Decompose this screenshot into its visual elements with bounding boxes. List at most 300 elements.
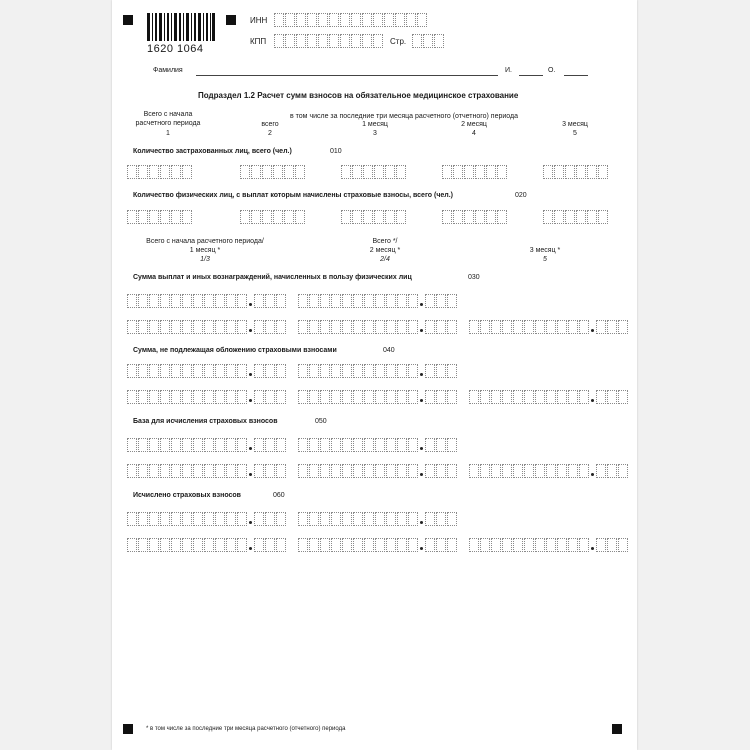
row-040-col3-line2-field[interactable]: [469, 390, 629, 404]
input-cell: [171, 210, 181, 224]
input-cell: [160, 390, 170, 404]
input-cell: [408, 464, 418, 478]
input-cell: [364, 538, 374, 552]
input-cell: [182, 390, 192, 404]
input-cell: [453, 165, 463, 179]
input-cell: [193, 294, 203, 308]
input-cell: [138, 165, 148, 179]
row-020-col4-field[interactable]: [442, 210, 508, 224]
input-cell: [579, 538, 589, 552]
input-cell: [447, 320, 457, 334]
input-cell: [353, 364, 363, 378]
input-cell: [318, 34, 328, 48]
row-030-col2-line1-field[interactable]: [298, 294, 458, 308]
input-cell: [204, 538, 214, 552]
input-cell: [386, 364, 396, 378]
input-cell: [374, 210, 384, 224]
input-cell: [408, 390, 418, 404]
input-cell: [557, 538, 567, 552]
input-cell: [618, 464, 628, 478]
input-cell: [265, 538, 275, 552]
input-cell: [425, 438, 435, 452]
input-cell: [397, 364, 407, 378]
input-cell: [607, 390, 617, 404]
input-cell: [240, 210, 250, 224]
input-cell: [182, 165, 192, 179]
input-cell: [502, 320, 512, 334]
decimal-point: [590, 538, 596, 552]
input-cell: [587, 210, 597, 224]
input-cell: [285, 34, 295, 48]
input-cell: [364, 512, 374, 526]
row-010-col5-field[interactable]: [543, 165, 609, 179]
input-cell: [331, 294, 341, 308]
row-040-col2-line1-field[interactable]: [298, 364, 458, 378]
row-040-col1-line2-field[interactable]: [127, 390, 287, 404]
input-cell: [285, 13, 295, 27]
input-cell: [408, 538, 418, 552]
decimal-point: [248, 320, 254, 334]
input-cell: [587, 165, 597, 179]
input-cell: [340, 13, 350, 27]
row-030-col1-line1-field[interactable]: [127, 294, 287, 308]
kpp-field[interactable]: [274, 34, 384, 48]
input-cell: [579, 390, 589, 404]
input-cell: [342, 364, 352, 378]
input-cell: [565, 165, 575, 179]
input-cell: [298, 294, 308, 308]
input-cell: [447, 364, 457, 378]
col-number-2: 2: [268, 130, 272, 137]
input-cell: [364, 364, 374, 378]
input-cell: [351, 13, 361, 27]
row-030-col3-line2-field[interactable]: [469, 320, 629, 334]
input-cell: [480, 538, 490, 552]
input-cell: [546, 538, 556, 552]
barcode-number: 1620 1064: [147, 43, 204, 55]
input-cell: [273, 165, 283, 179]
input-cell: [138, 210, 148, 224]
input-cell: [386, 538, 396, 552]
input-cell: [546, 390, 556, 404]
input-cell: [138, 390, 148, 404]
decimal-point: [419, 390, 425, 404]
input-cell: [513, 464, 523, 478]
input-cell: [351, 34, 361, 48]
input-cell: [215, 390, 225, 404]
input-cell: [127, 390, 137, 404]
input-cell: [320, 512, 330, 526]
input-cell: [352, 210, 362, 224]
page-number-field[interactable]: [412, 34, 445, 48]
input-cell: [160, 364, 170, 378]
input-cell: [182, 538, 192, 552]
input-cell: [307, 13, 317, 27]
input-cell: [364, 438, 374, 452]
input-cell: [182, 294, 192, 308]
input-cell: [251, 165, 261, 179]
input-cell: [568, 390, 578, 404]
col-number-3: 3: [373, 130, 377, 137]
input-cell: [353, 538, 363, 552]
name-initial-label: И.: [505, 67, 512, 74]
input-cell: [524, 464, 534, 478]
input-cell: [298, 320, 308, 334]
input-cell: [568, 538, 578, 552]
row-050-col2-line1-field[interactable]: [298, 438, 458, 452]
decimal-point: [248, 390, 254, 404]
col-number-4: 4: [472, 130, 476, 137]
input-cell: [204, 438, 214, 452]
input-cell: [469, 390, 479, 404]
input-cell: [320, 294, 330, 308]
input-cell: [341, 165, 351, 179]
decimal-point: [590, 464, 596, 478]
input-cell: [596, 464, 606, 478]
input-cell: [480, 320, 490, 334]
input-cell: [215, 464, 225, 478]
input-cell: [524, 320, 534, 334]
input-cell: [502, 390, 512, 404]
input-cell: [149, 438, 159, 452]
input-cell: [127, 464, 137, 478]
input-cell: [607, 464, 617, 478]
input-cell: [502, 538, 512, 552]
input-cell: [331, 512, 341, 526]
input-cell: [374, 165, 384, 179]
input-cell: [262, 165, 272, 179]
decimal-point: [419, 294, 425, 308]
input-cell: [364, 464, 374, 478]
row-040-col2-line2-field[interactable]: [298, 390, 458, 404]
input-cell: [425, 538, 435, 552]
input-cell: [375, 512, 385, 526]
col2-header-2-number: 2/4: [380, 256, 390, 263]
input-cell: [265, 364, 275, 378]
input-cell: [171, 390, 181, 404]
three-months-caption: в том числе за последние три месяца расчетного (отчетного) периода: [290, 113, 519, 120]
input-cell: [226, 390, 236, 404]
input-cell: [364, 294, 374, 308]
input-cell: [342, 512, 352, 526]
input-cell: [296, 34, 306, 48]
section-title: Подраздел 1.2 Расчет сумм взносов на обязательное медицинское страхование: [198, 91, 519, 100]
input-cell: [364, 390, 374, 404]
input-cell: [237, 438, 247, 452]
input-cell: [554, 165, 564, 179]
input-cell: [265, 320, 275, 334]
col-month-3: 3 месяц: [562, 121, 588, 128]
footnote: * в том числе за последние три месяца расчетного (отчетного) периода: [146, 726, 346, 732]
input-cell: [412, 34, 422, 48]
surname-label: Фамилия: [153, 67, 183, 74]
row-050-label: База для исчисления страховых взносов: [133, 418, 278, 425]
row-060-col2-line1-field[interactable]: [298, 512, 458, 526]
input-cell: [513, 390, 523, 404]
input-cell: [486, 165, 496, 179]
input-cell: [375, 364, 385, 378]
input-cell: [160, 210, 170, 224]
inn-field[interactable]: [274, 13, 428, 27]
input-cell: [352, 165, 362, 179]
input-cell: [491, 320, 501, 334]
decimal-point: [590, 320, 596, 334]
input-cell: [309, 538, 319, 552]
input-cell: [138, 464, 148, 478]
input-cell: [543, 165, 553, 179]
input-cell: [237, 320, 247, 334]
input-cell: [464, 210, 474, 224]
input-cell: [375, 320, 385, 334]
input-cell: [171, 320, 181, 334]
row-020-col3-field[interactable]: [341, 210, 407, 224]
input-cell: [284, 165, 294, 179]
col-total-from-start: Всего с начала расчетного периода: [135, 111, 201, 127]
input-cell: [193, 364, 203, 378]
input-cell: [453, 210, 463, 224]
row-020-col5-field[interactable]: [543, 210, 609, 224]
input-cell: [320, 464, 330, 478]
input-cell: [309, 512, 319, 526]
decimal-point: [419, 464, 425, 478]
input-cell: [375, 294, 385, 308]
input-cell: [331, 538, 341, 552]
row-030-col1-line2-field[interactable]: [127, 320, 287, 334]
input-cell: [265, 512, 275, 526]
input-cell: [160, 294, 170, 308]
input-cell: [149, 165, 159, 179]
input-cell: [226, 512, 236, 526]
input-cell: [480, 464, 490, 478]
input-cell: [341, 210, 351, 224]
row-020-col1-field[interactable]: [127, 210, 193, 224]
row-060-col2-line2-field[interactable]: [298, 538, 458, 552]
input-cell: [193, 438, 203, 452]
input-cell: [436, 464, 446, 478]
input-cell: [204, 320, 214, 334]
input-cell: [408, 438, 418, 452]
input-cell: [298, 438, 308, 452]
input-cell: [276, 512, 286, 526]
corner-marker-bottom-right: [612, 724, 622, 734]
input-cell: [469, 320, 479, 334]
corner-marker-top-right: [226, 15, 236, 25]
input-cell: [274, 13, 284, 27]
input-cell: [565, 210, 575, 224]
col-number-1: 1: [166, 130, 170, 137]
col2-header-3-number: 5: [543, 256, 547, 263]
input-cell: [353, 390, 363, 404]
input-cell: [331, 438, 341, 452]
input-cell: [127, 538, 137, 552]
input-cell: [318, 13, 328, 27]
input-cell: [576, 210, 586, 224]
input-cell: [320, 364, 330, 378]
row-060-col1-line2-field[interactable]: [127, 538, 287, 552]
row-020-col2-field[interactable]: [240, 210, 306, 224]
row-010-col2-field[interactable]: [240, 165, 306, 179]
input-cell: [149, 294, 159, 308]
decimal-point: [419, 512, 425, 526]
input-cell: [254, 512, 264, 526]
surname-field[interactable]: [196, 75, 498, 76]
input-cell: [193, 512, 203, 526]
input-cell: [364, 320, 374, 334]
decimal-point: [419, 438, 425, 452]
row-030-label: Сумма выплат и иных вознаграждений, начисленных в пользу физических лиц: [133, 274, 412, 281]
row-060-col3-line2-field[interactable]: [469, 538, 629, 552]
input-cell: [265, 464, 275, 478]
input-cell: [265, 294, 275, 308]
input-cell: [138, 438, 148, 452]
row-010-col3-field[interactable]: [341, 165, 407, 179]
row-060-label: Исчислено страховых взносов: [133, 492, 241, 499]
corner-marker-top-left: [123, 15, 133, 25]
input-cell: [309, 464, 319, 478]
input-cell: [182, 512, 192, 526]
input-cell: [497, 210, 507, 224]
patronymic-initial-field[interactable]: [564, 75, 588, 76]
input-cell: [254, 390, 264, 404]
input-cell: [237, 538, 247, 552]
input-cell: [127, 320, 137, 334]
input-cell: [423, 34, 433, 48]
input-cell: [397, 538, 407, 552]
input-cell: [276, 364, 286, 378]
input-cell: [215, 364, 225, 378]
col-month-1: 1 месяц: [362, 121, 388, 128]
input-cell: [386, 294, 396, 308]
col-total: всего: [261, 121, 279, 128]
input-cell: [607, 538, 617, 552]
input-cell: [342, 538, 352, 552]
input-cell: [447, 438, 457, 452]
input-cell: [363, 165, 373, 179]
input-cell: [408, 364, 418, 378]
input-cell: [171, 165, 181, 179]
input-cell: [598, 165, 608, 179]
input-cell: [397, 464, 407, 478]
input-cell: [138, 538, 148, 552]
input-cell: [436, 320, 446, 334]
row-010-col1-field[interactable]: [127, 165, 193, 179]
input-cell: [160, 165, 170, 179]
input-cell: [182, 320, 192, 334]
row-050-col2-line2-field[interactable]: [298, 464, 458, 478]
patronymic-initial-label: О.: [548, 67, 556, 74]
input-cell: [397, 438, 407, 452]
input-cell: [375, 538, 385, 552]
row-050-col1-line1-field[interactable]: [127, 438, 287, 452]
input-cell: [524, 538, 534, 552]
input-cell: [447, 464, 457, 478]
corner-marker-bottom-left: [123, 724, 133, 734]
row-050-col1-line2-field[interactable]: [127, 464, 287, 478]
input-cell: [215, 438, 225, 452]
input-cell: [254, 464, 264, 478]
input-cell: [436, 512, 446, 526]
col-number-5: 5: [573, 130, 577, 137]
input-cell: [298, 538, 308, 552]
input-cell: [576, 165, 586, 179]
row-020-label: Количество физических лиц, с выплат которым начислены страховые взносы, всего (чел.): [133, 192, 453, 199]
input-cell: [149, 538, 159, 552]
input-cell: [385, 165, 395, 179]
kpp-label: КПП: [250, 37, 267, 46]
input-cell: [491, 390, 501, 404]
input-cell: [513, 320, 523, 334]
input-cell: [149, 464, 159, 478]
input-cell: [535, 390, 545, 404]
row-050-col3-line2-field[interactable]: [469, 464, 629, 478]
input-cell: [226, 438, 236, 452]
input-cell: [309, 438, 319, 452]
input-cell: [513, 538, 523, 552]
input-cell: [342, 438, 352, 452]
input-cell: [276, 464, 286, 478]
input-cell: [160, 438, 170, 452]
input-cell: [226, 294, 236, 308]
input-cell: [425, 294, 435, 308]
row-030-code: 030: [468, 274, 480, 281]
inn-label: ИНН: [250, 16, 268, 25]
col-month-2: 2 месяц: [461, 121, 487, 128]
input-cell: [273, 210, 283, 224]
input-cell: [171, 512, 181, 526]
input-cell: [475, 165, 485, 179]
row-030-col2-line2-field[interactable]: [298, 320, 458, 334]
input-cell: [442, 165, 452, 179]
input-cell: [568, 320, 578, 334]
input-cell: [226, 538, 236, 552]
input-cell: [568, 464, 578, 478]
name-initial-field[interactable]: [519, 75, 543, 76]
input-cell: [557, 390, 567, 404]
row-010-col4-field[interactable]: [442, 165, 508, 179]
input-cell: [375, 464, 385, 478]
input-cell: [251, 210, 261, 224]
input-cell: [254, 538, 264, 552]
input-cell: [149, 390, 159, 404]
input-cell: [386, 438, 396, 452]
input-cell: [340, 34, 350, 48]
decimal-point: [419, 320, 425, 334]
input-cell: [395, 13, 405, 27]
input-cell: [469, 538, 479, 552]
input-cell: [240, 165, 250, 179]
input-cell: [160, 464, 170, 478]
input-cell: [491, 538, 501, 552]
input-cell: [276, 294, 286, 308]
input-cell: [309, 294, 319, 308]
input-cell: [307, 34, 317, 48]
input-cell: [160, 512, 170, 526]
input-cell: [497, 165, 507, 179]
decimal-point: [419, 364, 425, 378]
col2-header-1-number: 1/3: [200, 256, 210, 263]
input-cell: [353, 464, 363, 478]
input-cell: [436, 538, 446, 552]
input-cell: [434, 34, 444, 48]
input-cell: [535, 320, 545, 334]
row-040-col1-line1-field[interactable]: [127, 364, 287, 378]
input-cell: [598, 210, 608, 224]
input-cell: [408, 294, 418, 308]
input-cell: [386, 512, 396, 526]
input-cell: [342, 464, 352, 478]
row-060-col1-line1-field[interactable]: [127, 512, 287, 526]
input-cell: [475, 210, 485, 224]
